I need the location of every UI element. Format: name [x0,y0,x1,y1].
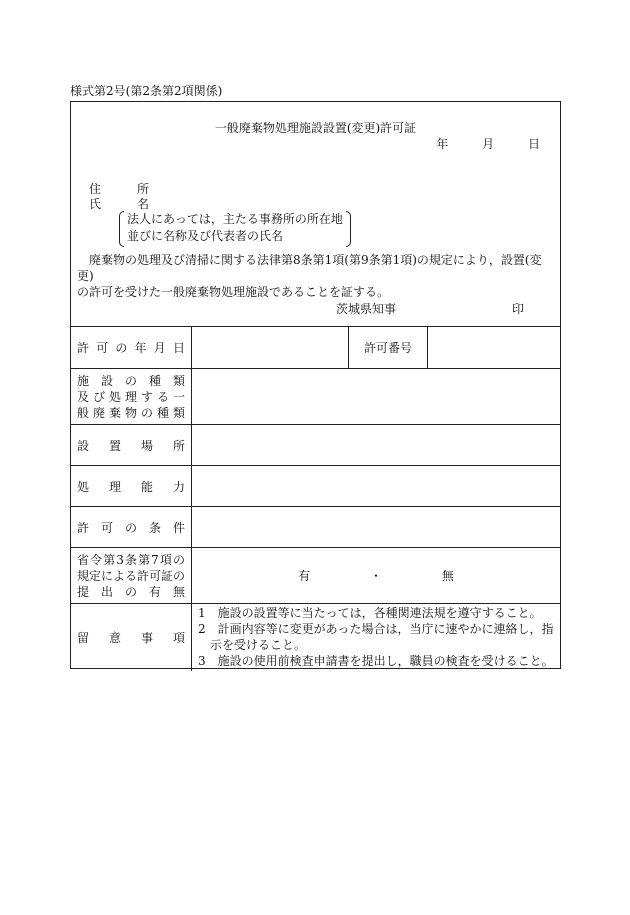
table-row [71,327,560,369]
certificate-title: 一般廃棄物処理施設設置(変更)許可証 [214,121,417,135]
label-line: 規定による許可証の [77,568,186,583]
option-separator: ・ [369,569,382,583]
form-code: 様式第2号(第2条第2項関係) [70,84,223,98]
permit-number-value [428,327,561,369]
issue-date [414,135,540,152]
corporate-note-line: 法人にあっては，主たる事務所の所在地 [127,212,343,226]
note-item: 1 施設の設置等に当たっては，各種関連法規を遵守すること。 [198,606,542,621]
facility-type-value [192,369,561,425]
label-line: 提出の有無 [77,584,185,599]
statement-line: の許可を受けた一般廃棄物処理施設であることを証する。 [77,285,390,299]
table-row [71,466,560,507]
option-no: 無 [441,569,454,583]
capacity-label: 処理能力 [71,466,192,507]
notes-value [192,604,561,671]
table-row [71,425,560,466]
corporate-note [119,211,351,245]
ordinance-label [71,548,192,604]
table-row [71,369,560,425]
ordinance-value [192,548,561,604]
seal-mark: 印 [512,302,525,316]
date-month: 月 [482,137,495,151]
conditions-label: 許可の条件 [71,507,192,548]
label-line: 施設の種類 [77,373,185,388]
issuer-name: 茨城県知事 [336,302,397,316]
permit-date-value [192,327,349,369]
certificate-header [71,102,560,327]
table-row [71,548,560,604]
location-label: 設置場所 [71,425,192,466]
permit-number-label: 許可番号 [349,327,428,369]
location-value [192,425,561,466]
notes-label: 留意事項 [71,604,192,671]
conditions-value [192,507,561,548]
table-row [71,604,560,671]
label-line: 及び処理する一 [77,389,185,404]
name-label: 氏 名 [89,197,162,211]
right-bracket [346,211,351,247]
table-row [71,507,560,548]
certificate-frame [70,101,561,669]
option-yes: 有 [298,569,311,583]
date-day: 日 [527,137,540,151]
certificate-statement [71,252,560,300]
label-line: 省令第3条第7項の [77,552,185,567]
label-line: 般廃棄物の種類 [77,405,185,420]
corporate-note-line: 並びに名称及び代表者の氏名 [127,229,284,243]
left-bracket [119,211,124,247]
address-label: 住 所 [89,182,162,196]
permit-details-table [71,326,560,671]
statement-line: 廃棄物の処理及び清掃に関する法律第8条第1項(第9条第1項)の規定により，設置(変更) [77,253,542,283]
note-item: 2 計画内容等に変更があった場合は，当庁に速やかに連絡し，指 [198,622,554,637]
note-item: 3 施設の使用前検査申請書を提出し，職員の検査を受けること。 [198,654,554,669]
date-year: 年 [436,137,449,151]
permit-date-label: 許可の年月日 [71,327,192,369]
facility-type-label [71,369,192,425]
note-item-continued: 示を受けること。 [210,638,307,653]
capacity-value [192,466,561,507]
